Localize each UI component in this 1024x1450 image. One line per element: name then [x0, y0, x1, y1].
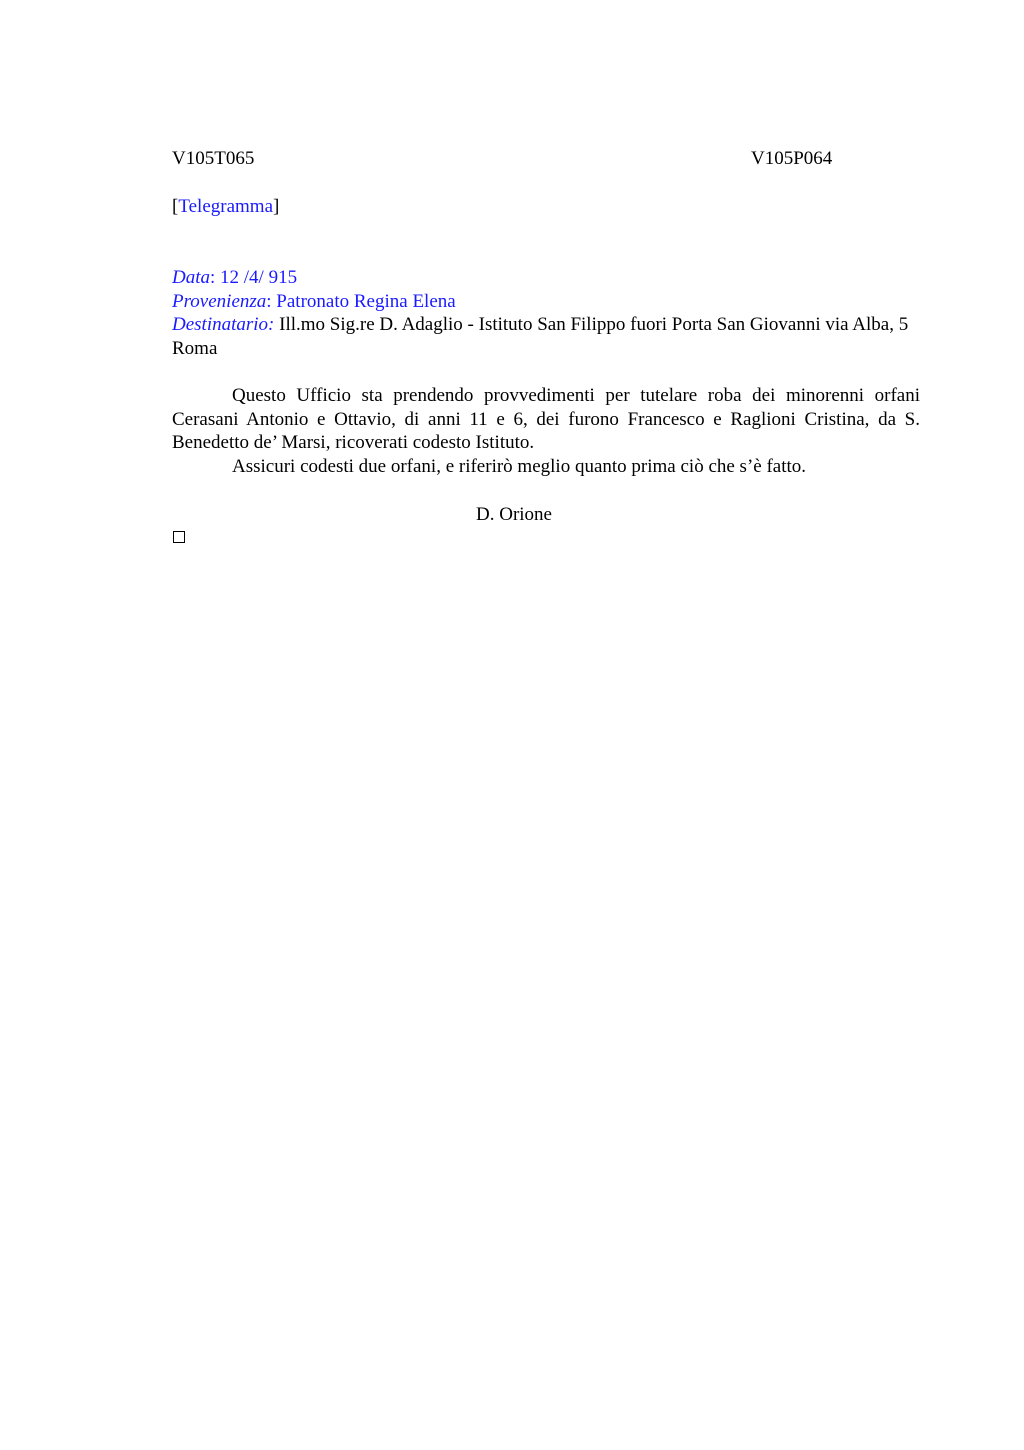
- letter-paragraph-2: Assicuri codesti due orfani, e riferirò meglio quanto prima ciò che s’è fatto.: [232, 455, 807, 477]
- meta-recipient-value: Ill.mo Sig.re D. Adaglio - Istituto San Filippo fuori Porta San Giovanni via Alba, 5 Roma: [172, 314, 909, 359]
- meta-date-line: [172, 266, 922, 290]
- document-metadata: [172, 266, 922, 360]
- doc-type-open-bracket: [: [172, 196, 179, 217]
- meta-provenance-line: [172, 290, 922, 314]
- doc-type-label: Telegramma: [178, 196, 274, 217]
- meta-recipient-label: Destinatario:: [172, 314, 275, 335]
- document-code-right: V105P064: [751, 148, 833, 169]
- signature: D. Orione: [476, 504, 552, 525]
- document-code-left: V105T065: [172, 148, 255, 169]
- document-type: [172, 195, 279, 218]
- meta-date-value: : 12 /4/ 915: [210, 267, 298, 288]
- meta-recipient-line: [172, 313, 922, 360]
- doc-type-close-bracket: ]: [273, 196, 280, 217]
- meta-date-label: Data: [172, 267, 210, 288]
- letter-paragraph-1: Questo Ufficio sta prendendo provvedimenti per tutelare roba dei minorenni orfani Cerasani Antonio e Ottavio, di anni 11 e 6, dei furono Francesco e Raglioni Cristina, da S. Benedetto de’ Marsi, ricoverati codesto Istituto.: [172, 385, 920, 453]
- meta-provenance-value: : Patronato Regina Elena: [266, 290, 456, 312]
- square-outline-icon: [173, 531, 185, 543]
- meta-provenance-label: Provenienza: [172, 290, 267, 312]
- letter-body: [172, 384, 920, 478]
